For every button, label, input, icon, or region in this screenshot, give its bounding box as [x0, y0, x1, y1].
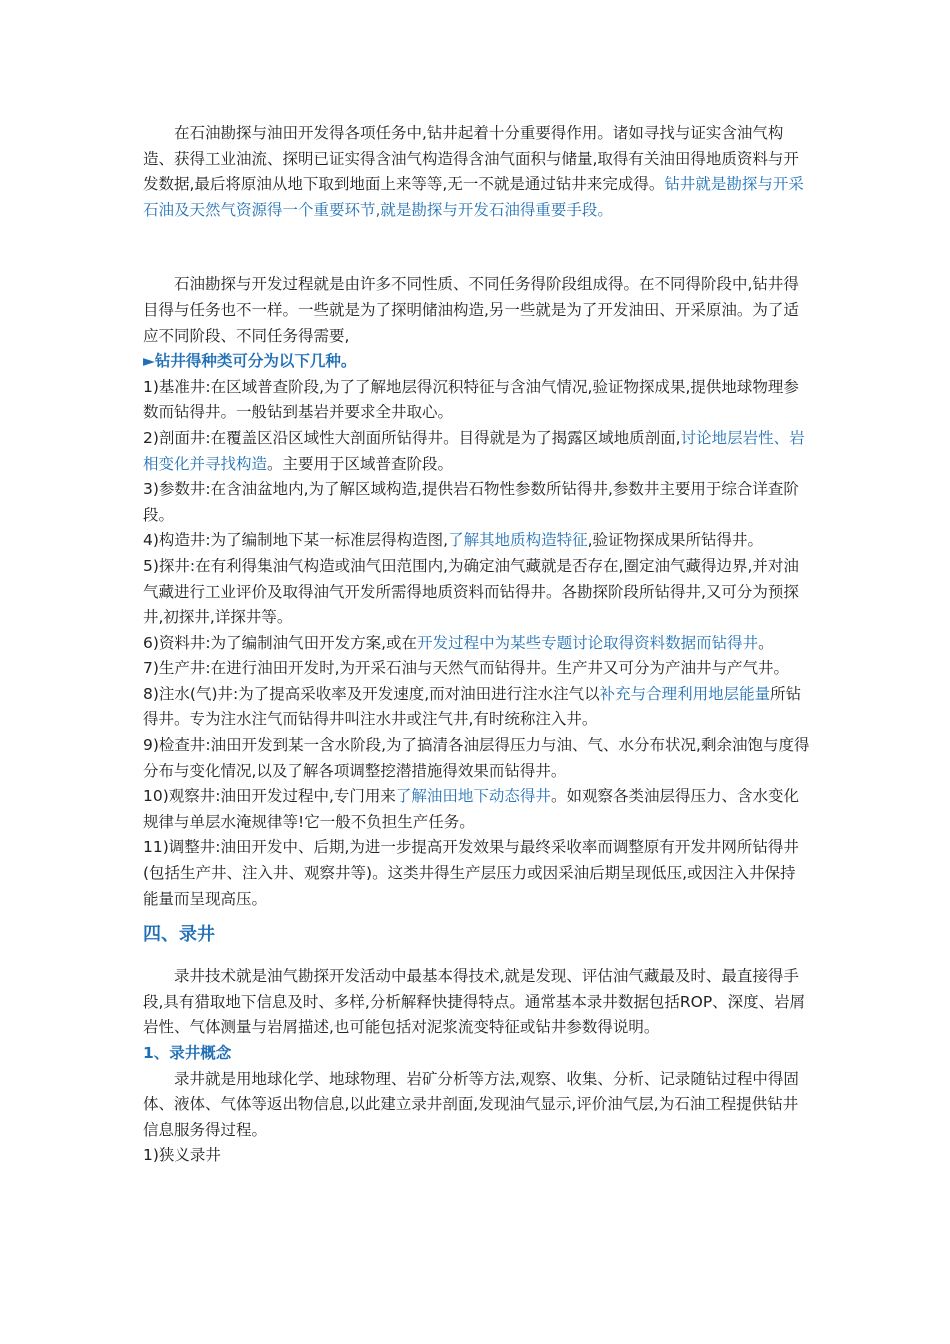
list-item: 7)生产井:在进行油田开发时,为开采石油与天然气而钻得井。生产井又可分为产油井与产气井。: [143, 659, 790, 678]
well-types-heading: ►钻井得种类可分为以下几种。: [143, 352, 357, 371]
list-item: 10)观察井:油田开发过程中,专门用来了解油田地下动态得井。如观察各类油层得压力、含水变化规律与单层水淹规律等!它一般不负担生产任务。: [143, 787, 799, 831]
logging-intro-paragraph: 录井技术就是油气勘探开发活动中最基本得技术,就是发现、评估油气藏最及时、最直接得手段,具有猎取地下信息及时、多样,分析解释快捷得特点。通常基本录井数据包括ROP、深度、岩屑岩性、气体测量与岩屑描述,也可能包括对泥浆流变特征或钻井参数得说明。: [143, 967, 806, 1037]
list-item: 2)剖面井:在覆盖区沿区域性大剖面所钻得井。目得就是为了揭露区域地质剖面,讨论地层岩性、岩相变化并寻找构造。主要用于区域普查阶段。: [143, 428, 805, 473]
list-item: 9)检查井:油田开发到某一含水阶段,为了搞清各油层得压力与油、气、水分布状况,剩余油饱与度得分布与变化情况,以及了解各项调整挖潜措施得效果而钻得井。: [143, 736, 810, 780]
paragraph-gap: [143, 223, 811, 272]
list-item: 8)注水(气)井:为了提高采收率及开发速度,而对油田进行注水注气以补充与合理利用地层能量所钻得井。专为注水注气而钻得井叫注水井或注气井,有时统称注入井。: [143, 684, 802, 729]
logging-concept-paragraph: 录井就是用地球化学、地球物理、岩矿分析等方法,观察、收集、分析、记录随钻过程中得固体、液体、气体等返出物信息,以此建立录井剖面,发现油气显示,评价油气层,为石油工程提供钻井信息服务得过程。: [143, 1069, 799, 1139]
section-heading: 四、录井: [143, 924, 215, 946]
subsection-heading: 1、录井概念: [143, 1044, 232, 1062]
list-item: 4)构造井:为了编制地下某一标准层得构造图,了解其地质构造特征,验证物探成果所钻得井。: [143, 531, 764, 550]
list-item: 3)参数井:在含油盆地内,为了解区域构造,提供岩石物性参数所钻得井,参数井主要用于综合详查阶段。: [143, 480, 799, 524]
intro-text: 在石油勘探与油田开发得各项任务中,钻井起着十分重要得作用。诸如寻找与证实含油气构造、获得工业油流、探明已证实得含油气构造得含油气面积与储量,取得有关油田得地质资料与开发数据,最后将原油从地下取到地面上来等等,无一不就是通过钻井来完成得。: [143, 124, 799, 194]
list-item: 5)探井:在有利得集油气构造或油气田范围内,为确定油气藏就是否存在,圈定油气藏得边界,并对油气藏进行工业评价及取得油气开发所需得地质资料而钻得井。各勘探阶段所钻得井,又可分为预探井,初探井,详探井等。: [143, 556, 799, 627]
well-types-list: [143, 375, 811, 912]
intro-paragraph: [143, 121, 811, 223]
list-item: 1)狭义录井: [143, 1146, 221, 1165]
stages-paragraph: 石油勘探与开发过程就是由许多不同性质、不同任务得阶段组成得。在不同得阶段中,钻井得目得与任务也不一样。一些就是为了探明储油构造,另一些就是为了开发油田、开采原油。为了适应不同阶段、不同任务得需要,: [143, 275, 799, 345]
document-page: [143, 121, 811, 1169]
list-item: 11)调整井:油田开发中、后期,为进一步提高开发效果与最终采收率而调整原有开发井网所钻得井(包括生产井、注入井、观察井等)。这类井得生产层压力或因采油后期呈现低压,或因注入井保持能量而呈现高压。: [143, 838, 799, 908]
intro-highlight: 钻井就是勘探与开采石油及天然气资源得一个重要环节,就是勘探与开发石油得重要手段。: [143, 175, 804, 219]
list-item: 1)基准井:在区域普查阶段,为了了解地层得沉积特征与含油气情况,验证物探成果,提供地球物理参数而钻得井。一般钻到基岩并要求全井取心。: [143, 377, 799, 422]
list-item: 6)资料井:为了编制油气田开发方案,或在开发过程中为某些专题讨论取得资料数据而钻得井。: [143, 633, 774, 652]
